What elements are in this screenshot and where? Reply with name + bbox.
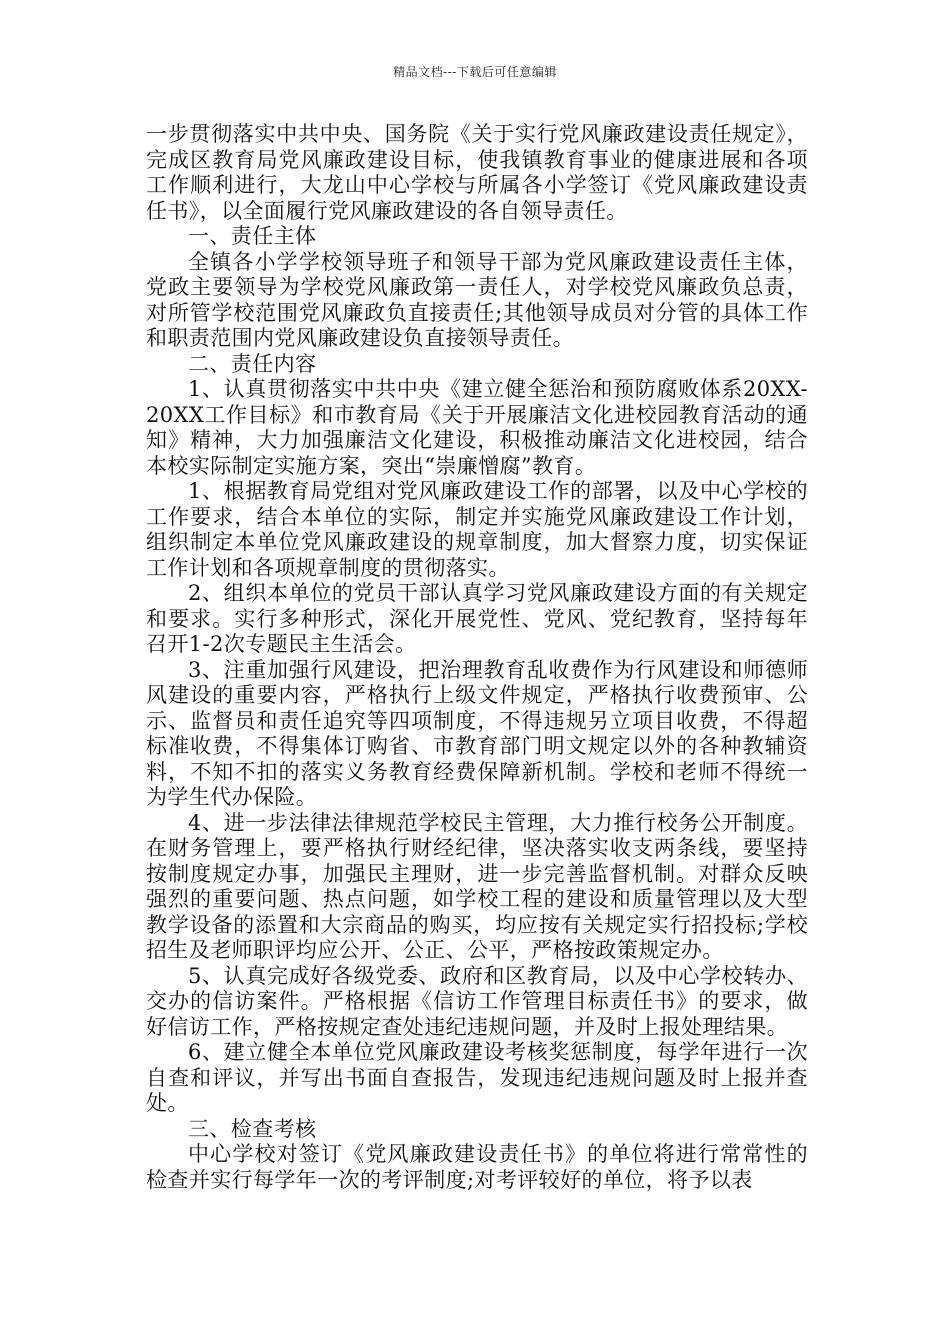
paragraph-inspection: 中心学校对签订《党风廉政建设责任书》的单位将进行常常性的检查并实行每学年一次的考评制度;对考评较好的单位，将予以表 (146, 1142, 808, 1192)
section-heading-responsibility-subject: 一、责任主体 (188, 224, 317, 248)
paragraph-item-6: 6、建立健全本单位党风廉政建设考核奖惩制度，每学年进行一次自查和评议，并写出书面自查报告，发现违纪违规问题及时上报并查处。 (146, 1040, 808, 1115)
page-header: 精品文档---下载后可任意编辑 (393, 65, 557, 79)
document-body (146, 122, 808, 1193)
paragraph-item-1b: 1、根据教育局党组对党风廉政建设工作的部署，以及中心学校的工作要求，结合本单位的实际，制定并实施党风廉政建设工作计划，组织制定本单位党风廉政建设的规章制度，加大督察力度，切实保证工作计划和各项规章制度的贯彻落实。 (146, 479, 808, 580)
paragraph-intro: 一步贯彻落实中共中央、国务院《关于实行党风廉政建设责任规定》，完成区教育局党风廉政建设目标，使我镇教育事业的健康进展和各项工作顺利进行，大龙山中心学校与所属各小学签订《党风廉政建设责任书》，以全面履行党风廉政建设的各自领导责任。 (146, 122, 808, 223)
paragraph-item-5: 5、认真完成好各级党委、政府和区教育局，以及中心学校转办、交办的信访案件。严格根据《信访工作管理目标责任书》的要求，做好信访工作，严格按规定查处违纪违规问题，并及时上报处理结果。 (146, 963, 808, 1039)
section-heading-inspection: 三、检查考核 (188, 1116, 317, 1141)
paragraph-item-2: 2、组织本单位的党员干部认真学习党风廉政建设方面的有关规定和要求。实行多种形式，深化开展党性、党风、党纪教育，坚持每年召开1-2次专题民主生活会。 (146, 581, 808, 656)
paragraph-responsibility-subject: 全镇各小学学校领导班子和领导干部为党风廉政建设责任主体，党政主要领导为学校党风廉政第一责任人，对学校党风廉政负总责，对所管学校范围党风廉政负直接责任;其他领导成员对分管的具体工作和职责范围内党风廉政建设负直接领导责任。 (146, 249, 808, 350)
paragraph-item-1a: 1、认真贯彻落实中共中央《建立健全惩治和预防腐败体系20XX-20XX工作目标》和市教育局《关于开展廉洁文化进校园教育活动的通知》精神，大力加强廉洁文化建设，积极推动廉洁文化进校园，结合本校实际制定实施方案，突出“崇廉憎腐”教育。 (146, 377, 808, 478)
section-heading-responsibility-content: 二、责任内容 (188, 351, 317, 376)
paragraph-item-4: 4、进一步法律法律规范学校民主管理，大力推行校务公开制度。在财务管理上，要严格执行财经纪律，坚决落实收支两条线，要坚持按制度规定办事，加强民主理财，进一步完善监督机制。对群众反映强烈的重要问题、热点问题，如学校工程的建设和质量管理以及大型教学设备的添置和大宗商品的购买，均应按有关规定实行招投标;学校招生及老师职评均应公开、公正、公平，严格按政策规定办。 (146, 810, 808, 962)
paragraph-item-3: 3、注重加强行风建设，把治理教育乱收费作为行风建设和师德师风建设的重要内容，严格执行上级文件规定，严格执行收费预审、公示、监督员和责任追究等四项制度，不得违规另立项目收费，不得超标准收费，不得集体订购省、市教育部门明文规定以外的各种教辅资料，不知不扣的落实义务教育经费保障新机制。学校和老师不得统一为学生代办保险。 (146, 657, 808, 809)
